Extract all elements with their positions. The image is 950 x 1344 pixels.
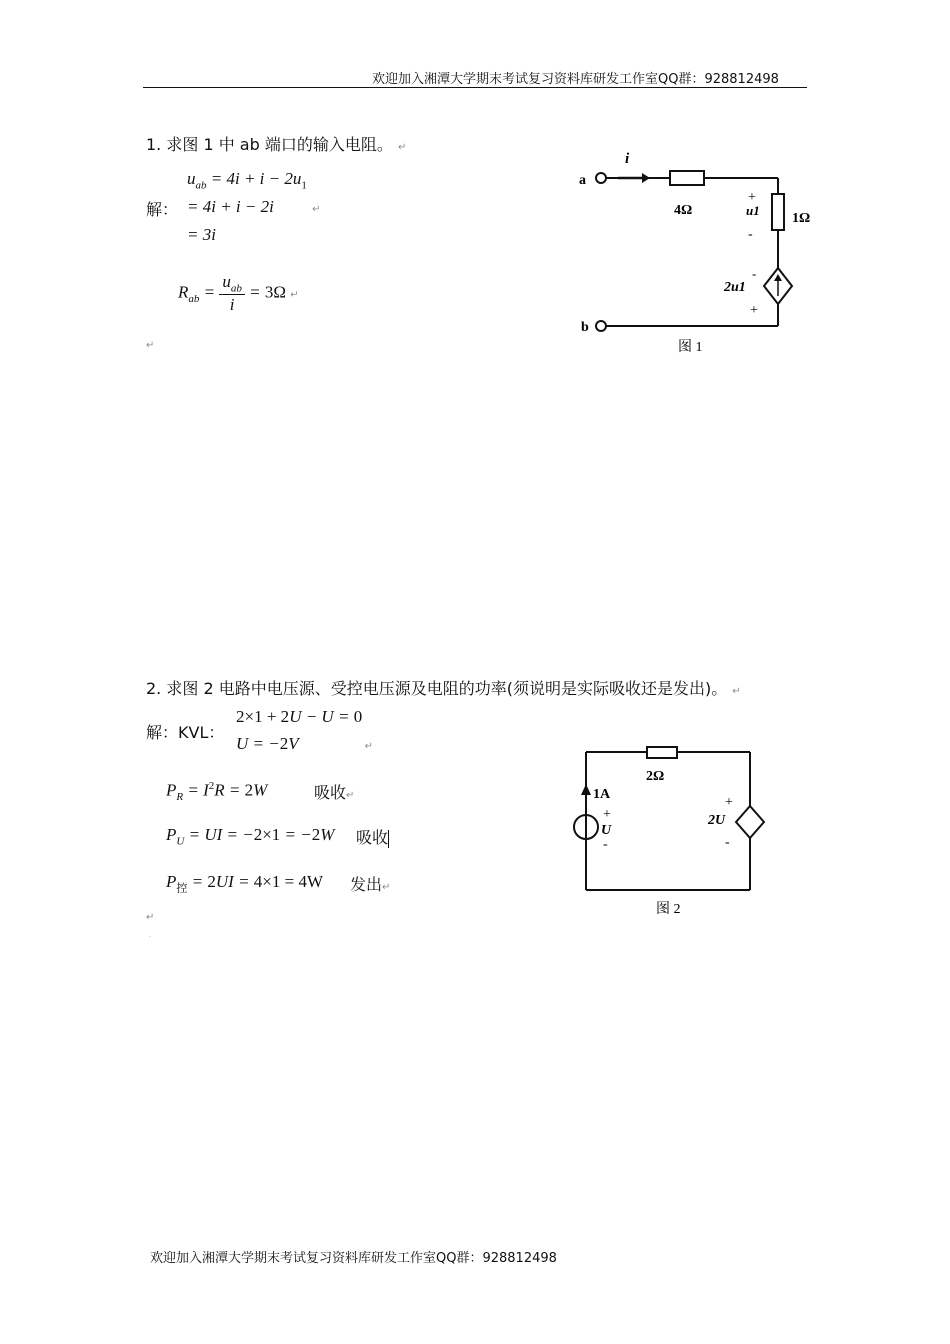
q2-pr: $P_R = I^2R = 2W$: [166, 780, 268, 804]
current-source-label: 1A: [593, 787, 611, 802]
resistor-4ohm: [670, 171, 704, 185]
q2-pr-note-text: 吸收: [314, 783, 347, 802]
return-mark: ↵: [732, 686, 741, 697]
resistor-2ohm: [647, 747, 677, 758]
q1-solution-label: 解：: [146, 200, 179, 219]
q1-resistance: $R_{ab}$ = $\frac{u_{ab}}{i}$ = 3Ω ↵: [178, 272, 299, 315]
q2-question-text: 2. 求图 2 电路中电压源、受控电压源及电阻的功率(须说明是实际吸收还是发出)。: [146, 679, 728, 698]
q1-line1: $u_{ab} = 4i + i - 2u_1$: [187, 169, 307, 192]
q2-pc: $P_控 = 2UI = 4\times 1 = 4W$: [166, 872, 324, 895]
resistor-1ohm: [772, 194, 784, 230]
resistor-4ohm-label: 4Ω: [674, 203, 693, 218]
q2-pu: $P_U$ = UI = −2×1 = −2W: [166, 825, 335, 848]
dependent-source-2: [736, 806, 764, 838]
q1-question-text: 1. 求图 1 中 ab 端口的输入电阻。: [146, 135, 393, 154]
terminal-b-node: [596, 321, 606, 331]
dependent-source-label: 2u1: [724, 280, 746, 295]
dep-plus: +: [750, 303, 758, 318]
resistor-2ohm-label: 2Ω: [646, 769, 665, 784]
terminal-a-node: [596, 173, 606, 183]
voltage-u1-label: u1: [746, 203, 760, 218]
q2-pu-note: [356, 825, 389, 848]
header-rule: [143, 87, 807, 88]
plus-right: +: [725, 795, 733, 810]
figure-1-caption: 图 1: [678, 340, 703, 355]
q2-pc-note: 发出↵: [350, 875, 391, 894]
current-arrow: [642, 173, 650, 183]
current-arrow-2: [581, 784, 591, 795]
resistor-1ohm-label: 1Ω: [792, 211, 811, 226]
dot-mark: .: [149, 932, 151, 939]
voltage-u-label: U: [601, 823, 612, 838]
q1-question: [146, 132, 406, 155]
dependent-source-2-label: 2U: [708, 813, 726, 828]
footer-text: 欢迎加入湘潭大学期末考试复习资料库研发工作室QQ群：928812498: [150, 1251, 557, 1266]
plus-left: +: [603, 807, 611, 822]
q2-pu-note-text: 吸收: [356, 828, 389, 847]
figure-1-circuit: [570, 140, 830, 360]
return-mark: ↵: [146, 912, 155, 923]
q2-kvl2: U = −2V ↵: [236, 734, 373, 753]
q2-question: [146, 676, 741, 699]
current-label: i: [625, 151, 630, 167]
plus-top: +: [748, 190, 756, 205]
q2-pc-note-text: 发出: [350, 875, 383, 894]
figure-2-caption: 图 2: [656, 902, 681, 917]
header-text: 欢迎加入湘潭大学期末考试复习资料库研发工作室QQ群：928812498: [372, 72, 779, 87]
minus-right: -: [725, 835, 730, 850]
q2-solution-label: 解：KVL：: [146, 723, 225, 742]
q1-line2: = 4i + i − 2i ↵: [187, 197, 321, 216]
terminal-a-label: a: [579, 173, 586, 188]
minus-top: -: [748, 227, 753, 242]
figure-2-circuit: [565, 740, 775, 925]
minus-left: -: [603, 837, 608, 852]
q2-pr-note: 吸收↵: [314, 783, 355, 802]
terminal-b-label: b: [581, 320, 589, 335]
text-cursor: [388, 830, 389, 848]
dep-minus: -: [752, 266, 757, 281]
q1-line3: = 3i: [187, 225, 216, 244]
q2-kvl1: 2×1 + 2U − U = 0: [236, 707, 363, 726]
return-mark: ↵: [146, 340, 155, 351]
return-mark: ↵: [397, 142, 407, 153]
